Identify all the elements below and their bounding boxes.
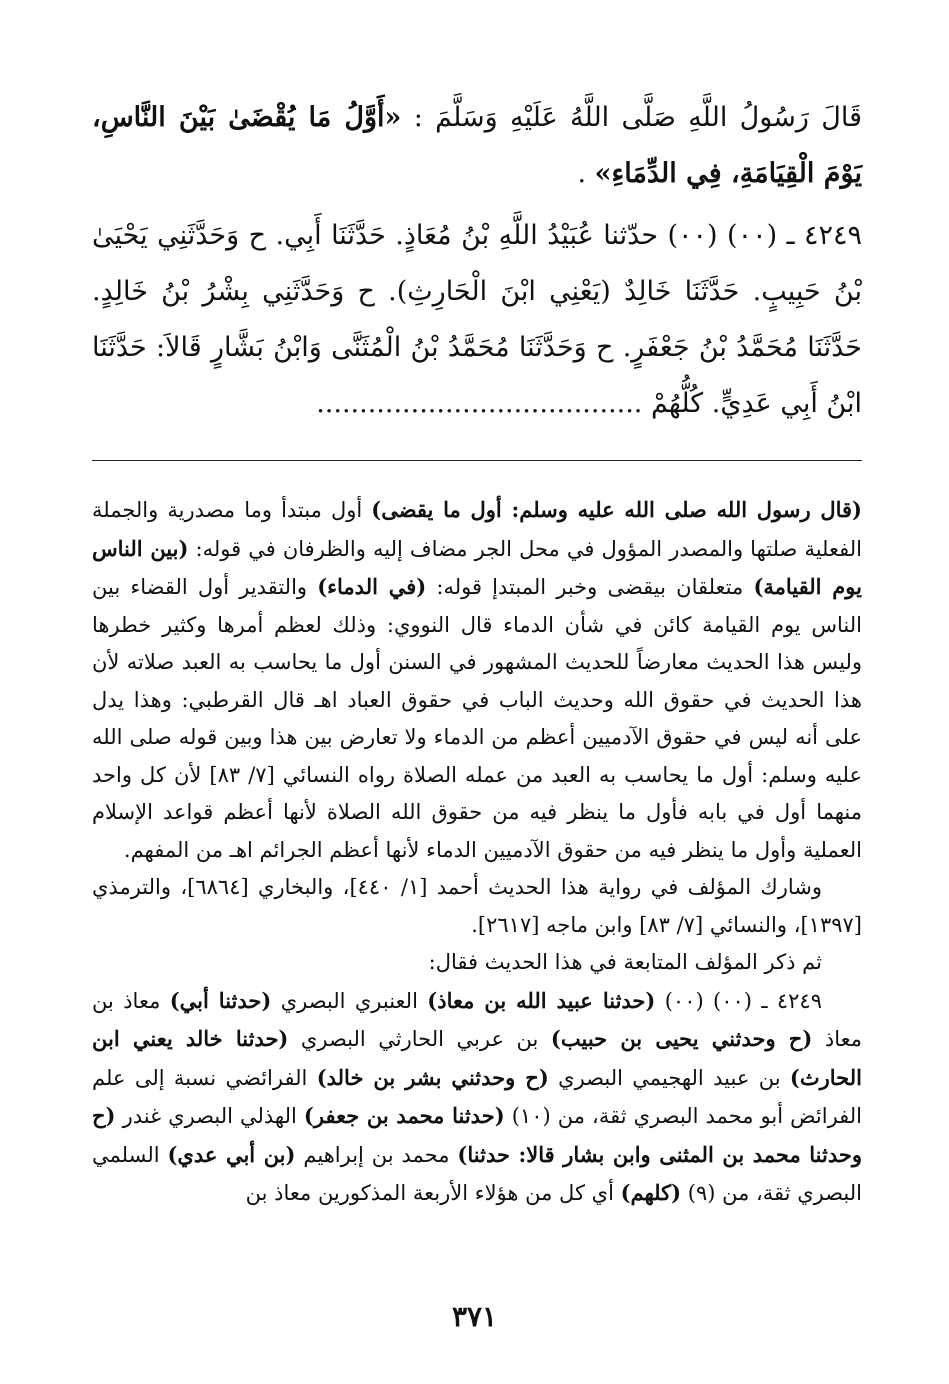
hadith-paragraph-1 (92, 90, 862, 202)
commentary-paragraph-3: ثم ذكر المؤلف المتابعة في هذا الحديث فقال: (428, 950, 822, 974)
commentary-text: أي كل من هؤلاء الأربعة المذكورين معاذ بن (245, 1181, 621, 1205)
hadith-paragraph-2 (92, 208, 862, 432)
commentary-bold: (بين الناس يوم القيامة) (92, 535, 862, 599)
commentary-text: محمد بن إبراهيم (295, 1142, 458, 1167)
continuation-dots: ...................................... (316, 388, 643, 419)
footnote-divider (92, 460, 862, 461)
commentary-bold: (حدثنا خالد يعني ابن الحارث) (92, 1026, 862, 1090)
commentary-bold: (ح وحدثنا محمد بن المثنى وابن بشار قالا: حدثنا) (92, 1103, 862, 1167)
commentary-text: معاذ بن معاذ (92, 988, 862, 1051)
commentary-bold: (حدثنا أبي) (169, 987, 272, 1013)
commentary-bold: (حدثنا محمد بن جعفر) (303, 1103, 505, 1128)
hadith-lead-text: قَالَ رَسُولُ اللَّهِ صَلَّى اللَّهُ عَلَيْهِ وَسَلَّمَ : (401, 102, 862, 133)
commentary-bold: (بن أبي عدي) (167, 1141, 296, 1167)
commentary-text: العنبري البصري (271, 988, 428, 1013)
commentary-paragraph-1 (92, 491, 862, 869)
commentary-bold: (ح وحدثني يحيى بن حبيب) (550, 1026, 813, 1051)
commentary-bold: (حدثنا عبيد الله بن معاذ) (427, 987, 656, 1013)
commentary-text: السلمي البصري ثقة، من (٩) (92, 1142, 862, 1205)
page-number: ٣٧١ (451, 1300, 498, 1333)
hadith-quote-bold: «أَوَّلُ مَا يُقْضَىٰ بَيْنَ النَّاسِ، يَوْمَ الْقِيَامَةِ، فِي الدِّمَاءِ» (92, 102, 862, 189)
commentary-bold: (ح وحدثني بشر بن خالد) (316, 1064, 549, 1090)
commentary-bold: (كلهم) (620, 1180, 682, 1205)
commentary-text: بن عربي الحارثي البصري (288, 1027, 551, 1051)
commentary-paragraph-4 (92, 982, 862, 1213)
commentary-text: أول مبتدأ وما مصدرية والجملة الفعلية صلتها والمصدر المؤول في محل الجر مضاف إليه والظرفان في قوله: (92, 498, 862, 561)
page-body (92, 90, 862, 1213)
commentary-bold: (في الدماء) (317, 574, 427, 599)
commentary-section (92, 491, 862, 1213)
hadith-end-mark: . (577, 158, 595, 189)
commentary-text: متعلقان بيقضى وخبر المبتدإ قوله: (426, 575, 754, 599)
isnad-text: ٤٢٤٩ ـ (٠٠) (٠٠) حدّثنا عُبَيْدُ اللَّهِ بْنُ مُعَاذٍ. حَدَّثَنَا أَبِي. ح وَحَدَّثَنِي يَحْيَىٰ بْنُ حَبِيبٍ. حَدَّثَنَا خَالِدٌ (يَعْنِي ابْنَ الْحَارِثِ). ح وَحَدَّثَنِي بِشْرُ بْنُ خَالِدٍ. حَدَّثَنَا مُحَمَّدُ بْنُ جَعْفَرٍ. ح وَحَدَّثَنَا مُحَمَّدُ بْنُ الْمُثَنَّى وَابْنُ بَشَّارٍ قَالاَ: حَدَّثَنَا ابْنُ أَبِي عَدِيٍّ. كُلُّهُمْ (92, 220, 863, 419)
commentary-text: الفرائضي نسبة إلى علم الفرائض أبو محمد البصري ثقة، من (١٠) (92, 1065, 863, 1128)
hadith-text (92, 90, 862, 432)
commentary-text: ٤٢٤٩ ـ (٠٠) (٠٠) (655, 988, 822, 1013)
commentary-bold: (قال رسول الله صلى الله عليه وسلم: أول ما يقضى) (371, 497, 862, 522)
commentary-paragraph-2: وشارك المؤلف في رواية هذا الحديث أحمد [١/ ٤٤٠]، والبخاري [٦٨٦٤]، والترمذي [١٣٩٧]، والنسائي [٧/ ٨٣] وابن ماجه [٢٦١٧]. (92, 875, 862, 937)
commentary-text: الهذلي البصري غندر (115, 1104, 304, 1128)
commentary-text: والتقدير أول القضاء بين الناس يوم القيامة كائن في شأن الدماء قال النووي: وذلك لعظم أمرها وكثير خطرها وليس هذا الحديث معارضاً للحديث المشهور في السنن أول ما يحاسب به العبد صلاته لأن هذا الحديث في حقوق الله وحديث الباب في حقوق العباد اهـ قال القرطبي: وهذا يدل على أنه ليس في حقوق الآدميين أعظم من الدماء ولا تعارض بين هذا وبين قوله صلى الله عليه وسلم: أول ما يحاسب به العبد من عمله الصلاة رواه النسائي [٧/ ٨٣] لأن كل واحد منهما أول في بابه فأول ما ينظر فيه من حقوق الله الصلاة لأنها أعظم قواعد الإسلام العملية وأول ما ينظر فيه من حقوق الآدميين الدماء لأنها أعظم الجرائم اهـ من المفهم. (92, 575, 862, 862)
commentary-text: بن عبيد الهجيمي البصري (548, 1065, 790, 1090)
